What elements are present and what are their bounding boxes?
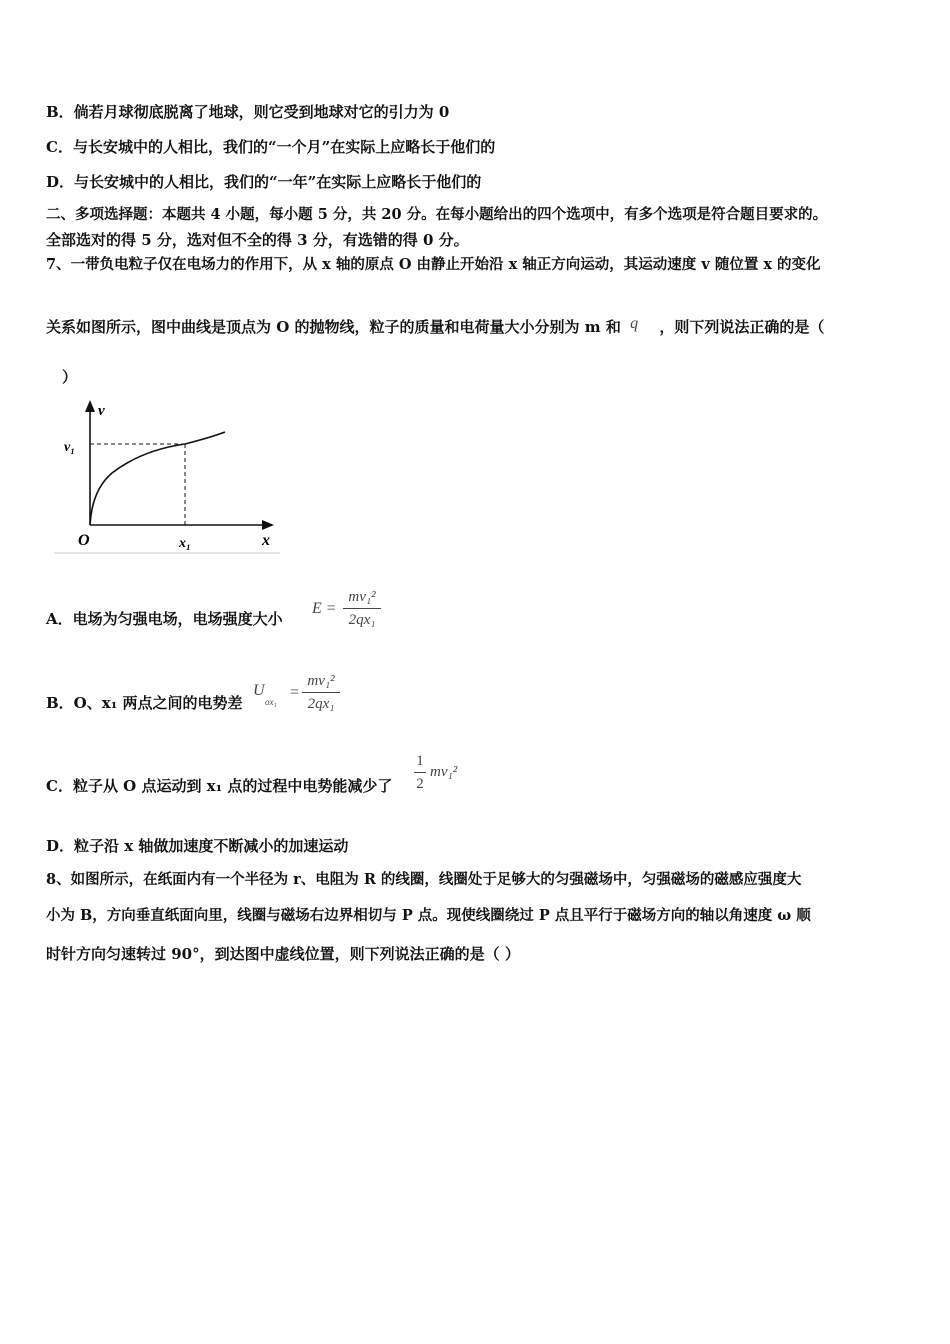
v-x-graph: [52, 395, 284, 560]
question-7-stem: 7、一带负电粒子仅在电场力的作用下，从 x 轴的原点 O 由静止开始沿 x 轴正方向运动，其运动速度 v 随位置 x 的变化: [46, 256, 821, 273]
x1-label: x₁: [179, 536, 191, 551]
question-8-stem-cont: 小为 B，方向垂直纸面向里，线圈与磁场右边界相切与 P 点。现使线圈绕过 P 点且平行于磁场方向的轴以角速度 ω 顺: [46, 907, 811, 924]
option-c-fraction: [414, 752, 426, 793]
option-a: A．电场为匀强电场，电场强度大小: [46, 610, 283, 628]
question-8-stem: 8、如图所示，在纸面内有一个半径为 r、电阻为 R 的线圈，线圈处于足够大的匀强磁场中，匀强磁场的磁感应强度大: [46, 871, 802, 888]
option-b: B．O、x₁ 两点之间的电势差: [46, 694, 243, 712]
option-a-lhs: E =: [312, 600, 337, 617]
y-axis-label: v: [98, 403, 105, 419]
q7-q-symbol: q: [630, 315, 639, 332]
question-8-stem-end: 时针方向匀速转过 90°，到达图中虚线位置，则下列说法正确的是（ ）: [46, 945, 520, 963]
q7-text-end: ，则下列说法正确的是（: [659, 318, 825, 336]
v1-label: v₁: [64, 440, 76, 455]
option-a-fraction: [343, 588, 381, 629]
q7-text: 关系如图所示，图中曲线是顶点为 O 的抛物线，粒子的质量和电荷量大小分别为 m 和: [46, 318, 621, 336]
question-7-stem-cont: [46, 317, 824, 337]
option-c-numerator: 1: [416, 753, 424, 769]
option-b-denominator: 2qx₁: [307, 696, 335, 712]
option-b-fraction: [302, 672, 340, 713]
option-b-equals: =: [290, 684, 300, 701]
option-b-numerator: mv₁²: [307, 673, 335, 689]
origin-label: O: [78, 532, 90, 549]
x-axis-arrow: [262, 520, 274, 530]
option-a-numerator: mv₁²: [348, 589, 376, 605]
option-c-denominator: 2: [416, 776, 424, 792]
q7-bracket-close: ）: [62, 368, 78, 386]
option-a-denominator: 2qx₁: [348, 612, 376, 628]
option-b-moon: B．倘若月球彻底脱离了地球，则它受到地球对它的引力为 0: [46, 103, 450, 121]
section-scoring: 全部选对的得 5 分，选对但不全的得 3 分，有选错的得 0 分。: [46, 231, 469, 249]
option-b-subscript: ox₁: [265, 697, 277, 707]
option-c-month: C．与长安城中的人相比，我们的“一个月”在实际上应略长于他们的: [46, 138, 496, 156]
option-c: C．粒子从 O 点运动到 x₁ 点的过程中电势能减少了: [46, 777, 393, 795]
section-heading: 二、多项选择题：本题共 4 小题，每小题 5 分，共 20 分。在每小题给出的四个选项中，有多个选项是符合题目要求的。: [46, 206, 828, 223]
option-c-expression: mv₁²: [430, 764, 458, 780]
parabola-curve: [90, 432, 225, 525]
option-b-u: U: [253, 682, 265, 699]
option-d: D．粒子沿 x 轴做加速度不断减小的加速运动: [46, 837, 349, 855]
option-d-year: D．与长安城中的人相比，我们的“一年”在实际上应略长于他们的: [46, 173, 482, 191]
y-axis-arrow: [85, 400, 95, 412]
x-axis-label: x: [262, 532, 270, 549]
